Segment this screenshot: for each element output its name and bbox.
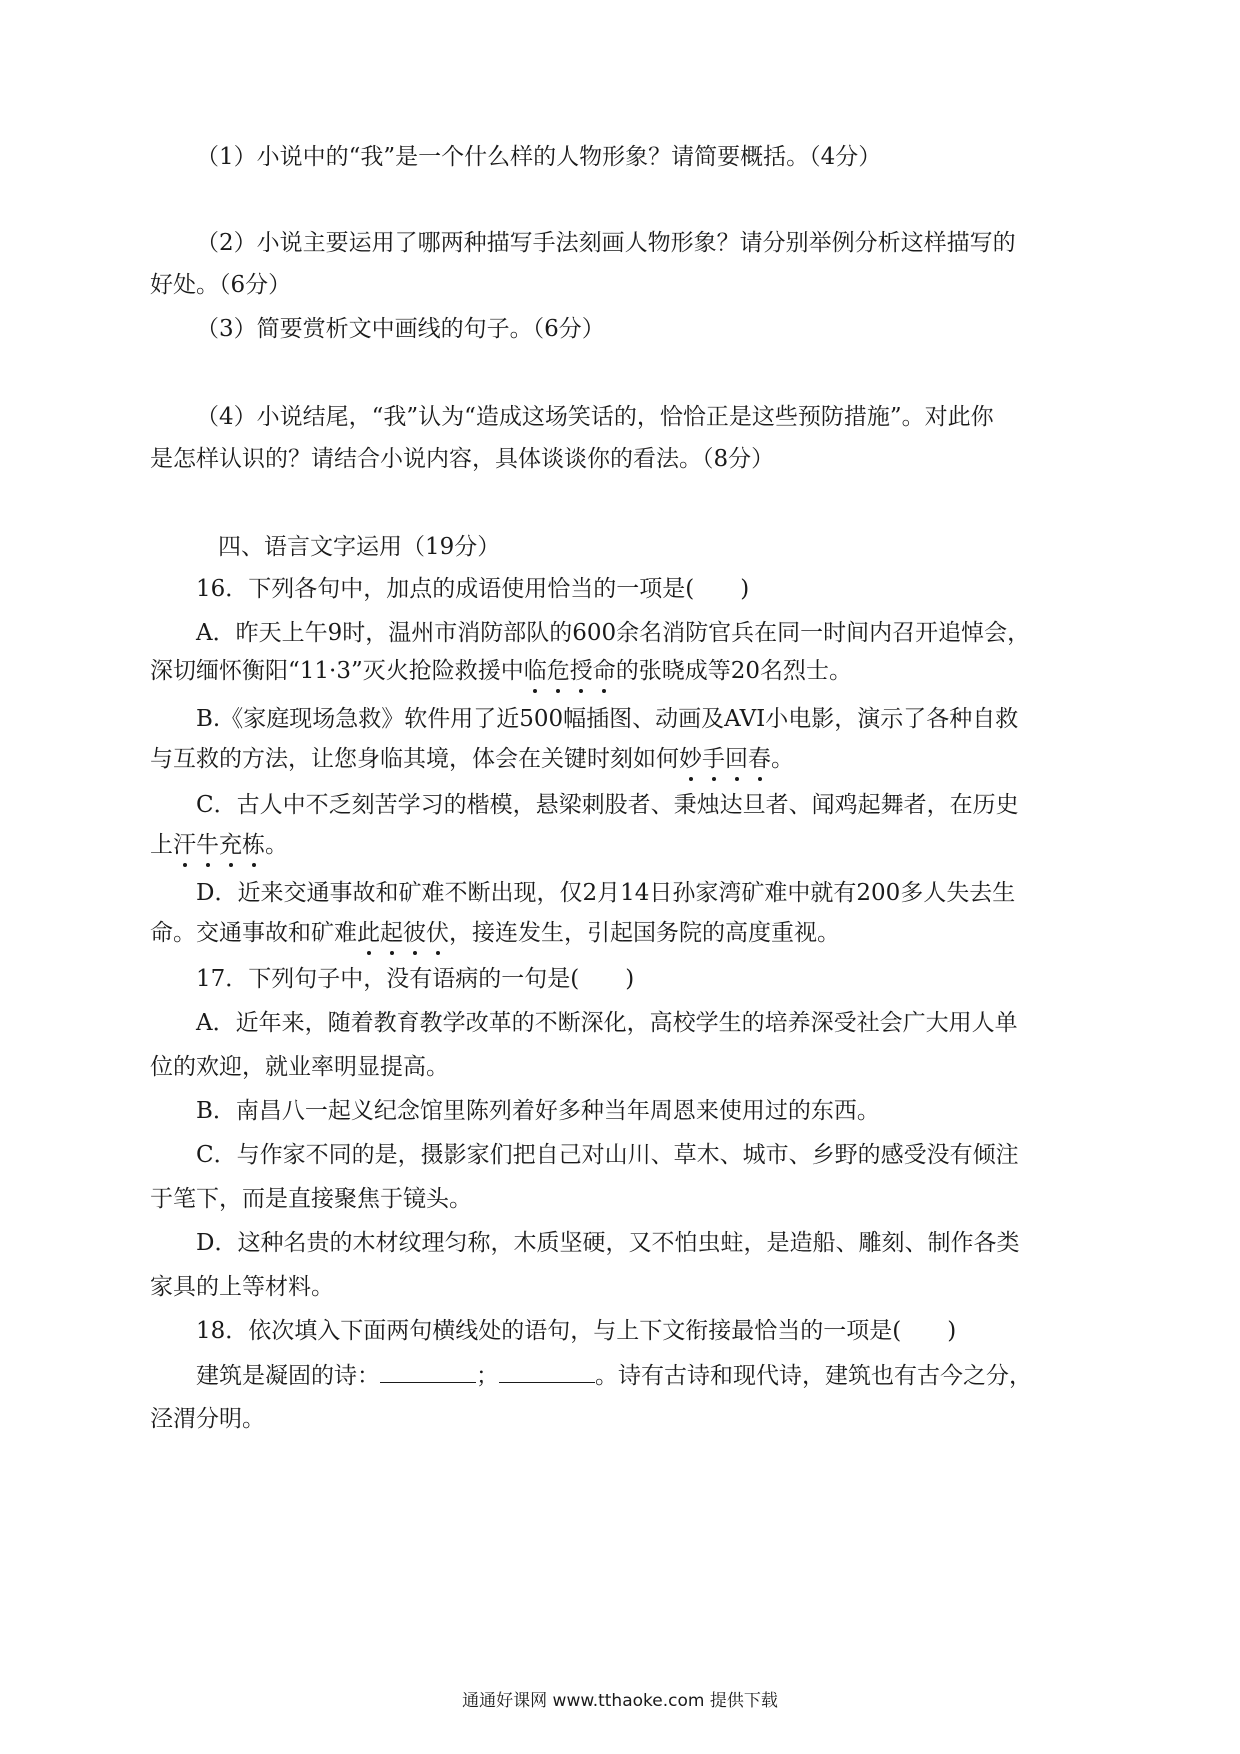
q18-blank-2 bbox=[499, 1360, 595, 1383]
q16-option-b-line1: B.《家庭现场急救》软件用了近500幅插图、动画及AVI小电影，演示了各种自救 bbox=[196, 706, 1019, 732]
q17-stem: 17．下列句子中，没有语病的一句是( ) bbox=[196, 966, 635, 992]
q16-option-c-line2 bbox=[150, 830, 1100, 860]
q18-text-sep: ； bbox=[476, 1363, 499, 1389]
emphasis-dot-char: 此 bbox=[357, 920, 380, 946]
q17-option-c-line1: C．与作家不同的是，摄影家们把自己对山川、草木、城市、乡野的感受没有倾注 bbox=[196, 1142, 1019, 1168]
q18-text-line2: 泾渭分明。 bbox=[150, 1406, 265, 1432]
q15-part4-line1: （4）小说结尾，“我”认为“造成这场笑话的，恰恰正是这些预防措施”。对此你 bbox=[196, 404, 994, 430]
footer-source: 通通好课网 www.tthaoke.com 提供下载 bbox=[462, 1691, 778, 1711]
emphasis-dot-char: 授 bbox=[569, 658, 593, 684]
q18-text-pre: 建筑是凝固的诗： bbox=[196, 1363, 380, 1389]
emphasis-dot-char: 命 bbox=[592, 658, 616, 684]
q18-text-post: 。诗有古诗和现代诗，建筑也有古今之分， bbox=[595, 1363, 1032, 1389]
emphasis-dot-char: 伏 bbox=[426, 920, 449, 946]
q16-d-text-pre: 命。交通事故和矿难 bbox=[150, 920, 357, 946]
q17-option-d-line2: 家具的上等材料。 bbox=[150, 1274, 334, 1300]
emphasis-dot-char: 栋 bbox=[242, 832, 265, 858]
emphasis-dot-char: 危 bbox=[546, 658, 570, 684]
q18-stem: 18．依次填入下面两句横线处的语句，与上下文衔接最恰当的一项是( ) bbox=[196, 1318, 957, 1344]
q16-d-dotted-idiom bbox=[357, 920, 449, 946]
q16-c-text-post: 。 bbox=[265, 832, 288, 858]
emphasis-dot-char: 手 bbox=[702, 746, 725, 772]
q15-part3: （3）简要赏析文中画线的句子。（6分） bbox=[196, 316, 605, 342]
q16-a-dotted-idiom bbox=[524, 658, 616, 684]
q16-option-a-line1: A．昨天上午9时，温州市消防部队的600余名消防官兵在同一时间内召开追悼会， bbox=[196, 620, 1031, 646]
q16-b-text-pre: 与互救的方法，让您身临其境，体会在关键时刻如何 bbox=[150, 746, 679, 772]
emphasis-dot-char: 春 bbox=[748, 746, 771, 772]
q17-option-a-line2: 位的欢迎，就业率明显提高。 bbox=[150, 1054, 449, 1080]
emphasis-dot-char: 临 bbox=[523, 658, 547, 684]
q15-part2-line2: 好处。（6分） bbox=[150, 272, 292, 298]
emphasis-dot-char: 牛 bbox=[196, 832, 219, 858]
emphasis-dot-char: 汗 bbox=[173, 832, 196, 858]
q16-a-text-post: 的张晓成等20名烈士。 bbox=[615, 658, 853, 684]
q17-option-a-line1: A．近年来，随着教育教学改革的不断深化，高校学生的培养深受社会广大用人单 bbox=[196, 1010, 1018, 1036]
q17-option-c-line2: 于笔下，而是直接聚焦于镜头。 bbox=[150, 1186, 472, 1212]
q17-option-b: B．南昌八一起义纪念馆里陈列着好多种当年周恩来使用过的东西。 bbox=[196, 1098, 880, 1124]
emphasis-dot-char: 起 bbox=[380, 920, 403, 946]
q16-c-dotted-idiom bbox=[173, 832, 265, 858]
q16-b-text-post: 。 bbox=[771, 746, 794, 772]
q15-part1: （1）小说中的“我”是一个什么样的人物形象？请简要概括。（4分） bbox=[196, 144, 882, 170]
q16-a-text-pre: 深切缅怀衡阳“11·3”灭火抢险救援中 bbox=[150, 658, 524, 684]
q16-c-text-pre: 上 bbox=[150, 832, 173, 858]
emphasis-dot-char: 妙 bbox=[679, 746, 702, 772]
q15-part2-line1: （2）小说主要运用了哪两种描写手法刻画人物形象？请分别举例分析这样描写的 bbox=[196, 230, 1016, 256]
emphasis-dot-char: 彼 bbox=[403, 920, 426, 946]
q17-option-d-line1: D．这种名贵的木材纹理匀称，木质坚硬，又不怕虫蛀，是造船、雕刻、制作各类 bbox=[196, 1230, 1020, 1256]
q16-b-dotted-idiom bbox=[679, 746, 771, 772]
q16-option-b-line2 bbox=[150, 744, 1100, 774]
q16-option-c-line1: C．古人中不乏刻苦学习的楷模，悬梁刺股者、秉烛达旦者、闻鸡起舞者，在历史 bbox=[196, 792, 1019, 818]
q16-stem: 16．下列各句中，加点的成语使用恰当的一项是( ) bbox=[196, 576, 750, 602]
q16-option-d-line1: D．近来交通事故和矿难不断出现，仅2月14日孙家湾矿难中就有200多人失去生 bbox=[196, 880, 1016, 906]
q16-option-d-line2 bbox=[150, 918, 1100, 948]
emphasis-dot-char: 回 bbox=[725, 746, 748, 772]
q16-d-text-post: ，接连发生，引起国务院的高度重视。 bbox=[449, 920, 840, 946]
q16-option-a-line2 bbox=[150, 656, 1100, 686]
q18-blank-1 bbox=[380, 1360, 476, 1383]
section4-title: 四、语言文字运用（19分） bbox=[218, 534, 501, 560]
q18-text-line1 bbox=[196, 1360, 1100, 1391]
emphasis-dot-char: 充 bbox=[219, 832, 242, 858]
q15-part4-line2: 是怎样认识的？请结合小说内容，具体谈谈你的看法。（8分） bbox=[150, 446, 775, 472]
